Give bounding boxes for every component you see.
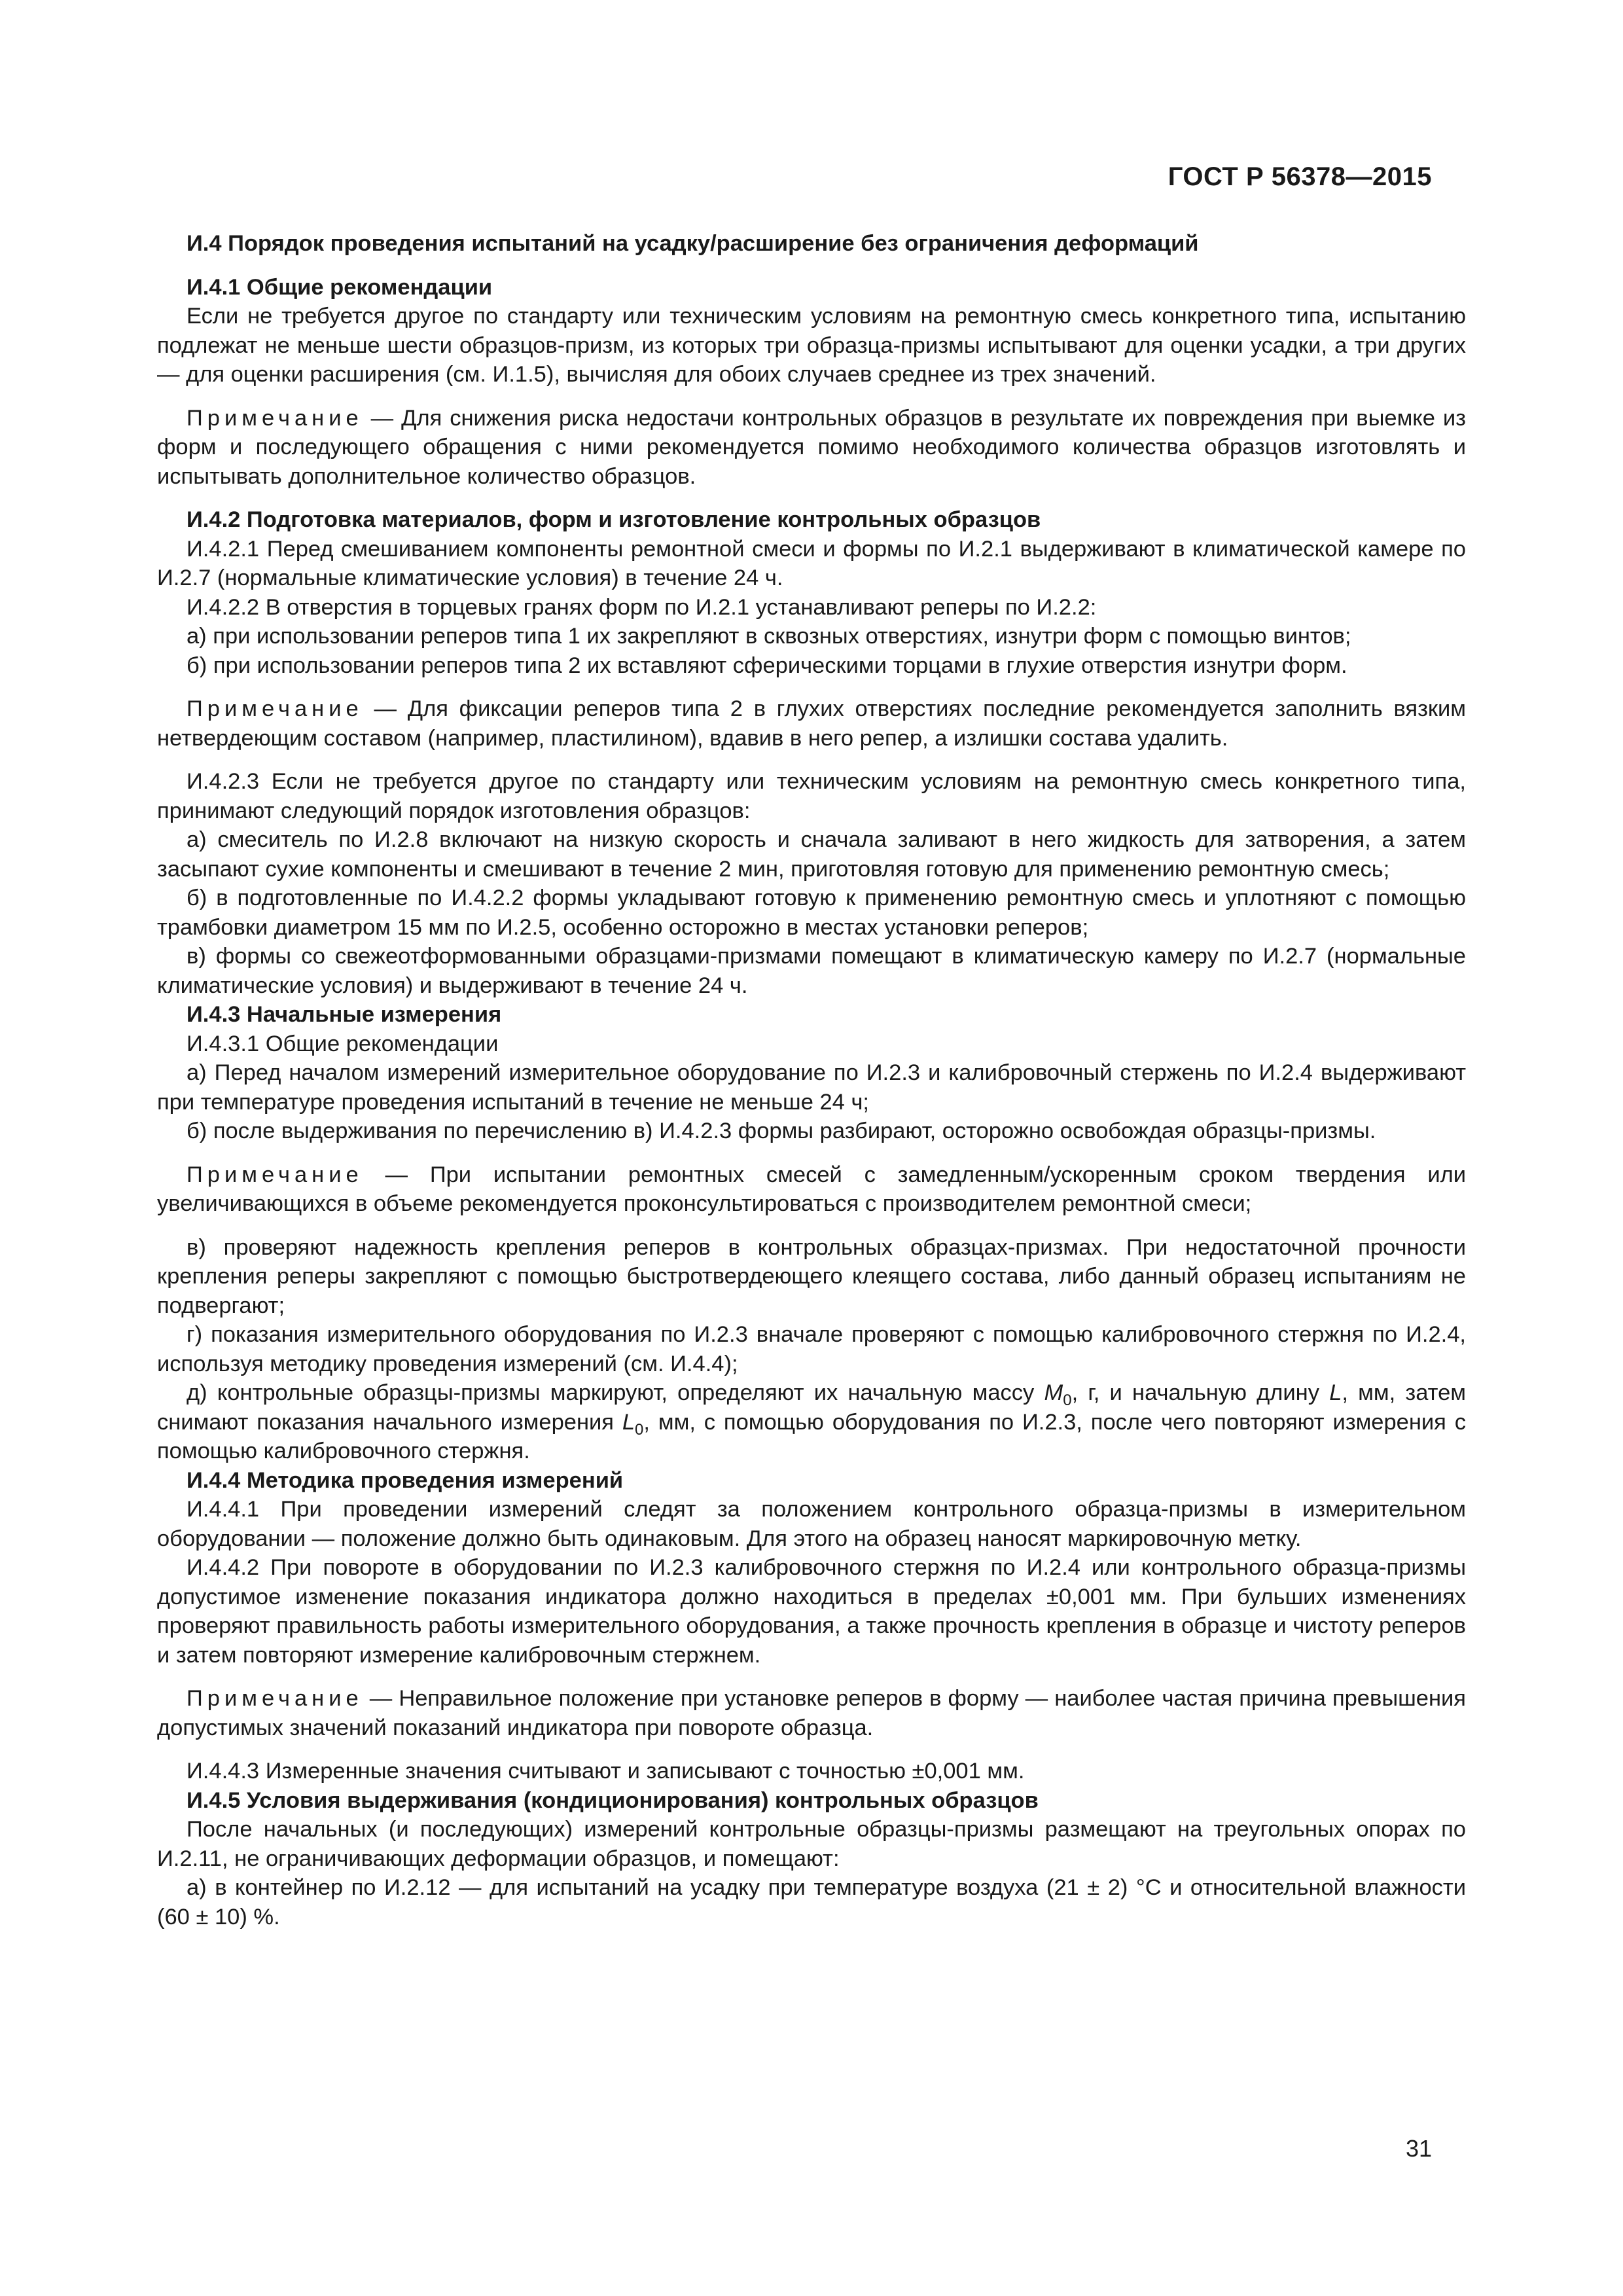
note-label: Примечание [187, 1686, 363, 1711]
paragraph: После начальных (и последующих) измерений контрольные образцы-призмы размещают на треугольных опорах по И.2.11, не ограничивающих деформации образцов, и помещают: [157, 1817, 1466, 1871]
paragraph: И.4.2.3 Если не требуется другое по стандарту или техническим условиям на ремонтную смесь конкретного типа, принимают следующий порядок изготовления образцов: [157, 769, 1466, 823]
list-item: б) после выдерживания по перечислению в) И.4.2.3 формы разбирают, осторожно освобождая образцы-призмы. [187, 1119, 1376, 1143]
list-item: в) проверяют надежность крепления реперов в контрольных образцах-призмах. При недостаточной прочности крепления реперы закрепляют с помощью быстротвердеющего клеящего состава, либо данный образец испытаниям не подвергают; [157, 1234, 1466, 1318]
subscript: 0 [1063, 1391, 1072, 1409]
doc-code-header: ГОСТ Р 56378—2015 [1168, 162, 1432, 191]
paragraph: И.4.2.2 В отверстия в торцевых гранях форм по И.2.1 устанавливают реперы по И.2.2: [187, 594, 1097, 620]
subsection-heading: И.4.4 Методика проведения измерений [187, 1467, 624, 1493]
page-number: 31 [1405, 2135, 1432, 2162]
symbol-L: L [1329, 1380, 1342, 1405]
note-label: Примечание [187, 405, 363, 431]
list-item: в) формы со свежеотформованными образцами-призмами помещают в климатическую камеру по И.2.7 (нормальные климатические условия) и выдерживают в течение 24 ч. [157, 944, 1466, 998]
list-item: а) смеситель по И.2.8 включают на низкую скорость и сначала заливают в него жидкость для затворения, а затем засыпают сухие компоненты и смешивают в течение 2 мин, приготовляя готовую для применению ремонтную смесь; [157, 827, 1466, 882]
note-paragraph [157, 1160, 1466, 1219]
note-paragraph [157, 404, 1466, 492]
paragraph: И.4.4.1 При проведении измерений следят за положением контрольного образца-призмы в измерительном оборудовании — положение должно быть одинаковым. Для этого на образец наносят маркировочную метку. [157, 1497, 1466, 1551]
note-label: Примечание [187, 1162, 363, 1187]
note-text: — Неправильное положение при установке реперов в форму — наиболее частая причина превышения допустимых значений показаний индикатора при повороте образца. [157, 1686, 1466, 1740]
list-item: а) при использовании реперов типа 1 их закрепляют в сквозных отверстиях, изнутри форм с помощью винтов; [187, 624, 1351, 649]
note-text: — Для фиксации реперов типа 2 в глухих отверстиях последние рекомендуется заполнить вязким нетвердеющим составом (например, пластилином), вдавив в него репер, а излишки состава удалить. [157, 696, 1466, 751]
paragraph: И.4.2.1 Перед смешиванием компоненты ремонтной смеси и формы по И.2.1 выдерживают в климатической камере по И.2.7 (нормальные климатические условия) в течение 24 ч. [157, 536, 1466, 590]
text-run: , мм, затем снимают показания начального измерения [157, 1380, 1466, 1435]
note-paragraph [157, 1684, 1466, 1742]
text-run: д) контрольные образцы-призмы маркируют, определяют их начальную массу [187, 1380, 1044, 1405]
paragraph: И.4.4.2 При повороте в оборудовании по И.2.3 калибровочного стержня по И.2.4 или контрольного образца-призмы допустимое изменение показания индикатора должно находиться в пределах ±0,001 мм. При бульших изменениях проверяют правильность работы измерительного оборудования, а также прочность крепления в образце и чистоту реперов и затем повторяют измерение калибровочным стержнем. [157, 1555, 1466, 1668]
subsection-heading: И.4.1 Общие рекомендации [187, 274, 493, 300]
note-label: Примечание [187, 696, 363, 721]
subsection-heading: И.4.5 Условия выдерживания (кондиционирования) контрольных образцов [187, 1787, 1039, 1813]
text-run: , мм, с помощью оборудования по И.2.3, после чего повторяют измерения с помощью калибровочного стержня. [157, 1409, 1466, 1463]
list-item: г) показания измерительного оборудования по И.2.3 вначале проверяют с помощью калибровочного стержня по И.2.4, используя методику проведения измерений (см. И.4.4); [157, 1322, 1466, 1376]
text-run: , г, и начальную длину [1071, 1380, 1330, 1405]
paragraph: И.4.4.3 Измеренные значения считывают и записывают с точностью ±0,001 мм. [187, 1759, 1025, 1784]
subsection-heading: И.4.2 Подготовка материалов, форм и изготовление контрольных образцов [187, 507, 1041, 532]
paragraph: Если не требуется другое по стандарту или техническим условиям на ремонтную смесь конкретного типа, испытанию подлежат не меньше шести образцов-призм, из которых три образца-призмы испытывают для оценки усадки, а три других — для оценки расширения (см. И.1.5), вычисляя для обоих случаев среднее из трех значений. [157, 304, 1466, 387]
note-text: — При испытании ремонтных смесей с замедленным/ускоренным сроком твердения или увеличивающихся в объеме рекомендуется проконсультироваться с производителем ремонтной смеси; [157, 1162, 1466, 1216]
list-item: а) в контейнер по И.2.12 — для испытаний на усадку при температуре воздуха (21 ± 2) °С и относительной влажности (60 ± 10) %. [157, 1875, 1466, 1929]
subsection-heading: И.4.3 Начальные измерения [187, 1002, 502, 1027]
list-item [157, 1378, 1466, 1466]
symbol-M: M [1044, 1380, 1063, 1405]
document-body [157, 229, 1466, 1931]
section-heading: И.4 Порядок проведения испытаний на усадку/расширение без ограничения деформаций [187, 231, 1199, 256]
symbol-L: L [622, 1409, 635, 1435]
paragraph: И.4.3.1 Общие рекомендации [187, 1031, 499, 1056]
note-paragraph [157, 694, 1466, 753]
subscript: 0 [635, 1420, 644, 1439]
list-item: б) при использовании реперов типа 2 их вставляют сферическими торцами в глухие отверстия изнутри форм. [187, 653, 1347, 678]
list-item: б) в подготовленные по И.4.2.2 формы укладывают готовую к применению ремонтную смесь и уплотняют с помощью трамбовки диаметром 15 мм по И.2.5, особенно осторожно в местах установки реперов; [157, 886, 1466, 940]
list-item: а) Перед началом измерений измерительное оборудование по И.2.3 и калибровочный стержень по И.2.4 выдерживают при температуре проведения испытаний в течение не меньше 24 ч; [157, 1060, 1466, 1115]
note-text: — Для снижения риска недостачи контрольных образцов в результате их повреждения при выемке из форм и последующего обращения с ними рекомендуется помимо необходимого количества образцов изготовлять и испытывать дополнительное количество образцов. [157, 405, 1466, 489]
